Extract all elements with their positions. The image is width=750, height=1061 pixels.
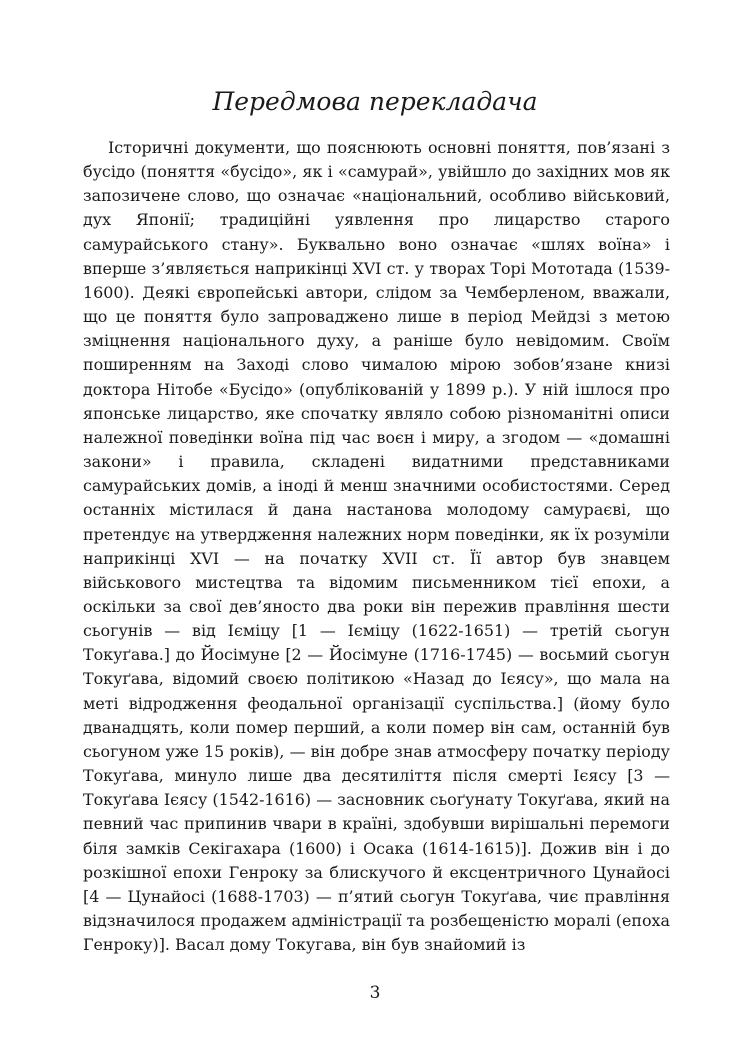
page-number: 3: [369, 983, 381, 1003]
page-title: Передмова перекладача: [212, 87, 538, 116]
body-paragraph: Історичні документи, що пояснюють основні поняття, пов’язані з бусідо (поняття «бусідо», як і «самурай», увійшло до західних мов як запозичене слово, що означає «національний, особливо військовий, дух Японії; традиційні уявлення про лицарство старого самурайського стану». Буквально воно означає «шлях воїна» і вперше з’являється наприкінці XVI ст. у творах Торі Мототада (1539-1600). Деякі європейські автори, слідом за Чемберленом, вважали, що це поняття було запроваджено лише в період Мейдзі з метою зміцнення національного духу, а раніше було невідомим. Своїм поширенням на Заході слово чималою мірою зобов’язане книзі доктора Нітобе «Бусідо» (опублікованій у 1899 р.). У ній ішлося про японське лицарство, яке спочатку являло собою різноманітні описи належної поведінки воїна під час воєн і миру, а згодом — «домашні закони» і правила, складені видатними представниками самурайських домів, а іноді й менш значними особистостями. Серед останніх містилася й дана настанова молодому самураєві, що претендує на утвердження належних норм поведінки, як їх розуміли наприкінці XVI — на початку XVII ст. Її автор був знавцем військового мистецтва та відомим письменником тієї епохи, а оскільки за свої дев’яносто два роки він пережив правління шести сьогунів — від Ієміцу [1 — Ієміцу (1622-1651) — третій сьогун Токуґава.] до Йосімуне [2 — Йосімуне (1716-1745) — восьмий сьогун Токуґава, відомий своєю політикою «Назад до Ієясу», що мала на меті відродження феодальної організації суспільства.] (йому було дванадцять, коли помер перший, а коли помер він сам, останній був сьогуном уже 15 років), — він добре знав атмосферу початку періоду Токуґава, минуло лише два десятиліття після смерті Ієясу [3 — Токуґава Ієясу (1542-1616) — засновник сьоґунату Токуґава, який на певний час припинив чвари в країні, здобувши вирішальні перемоги біля замків Секігахара (1600) і Осака (1614-1615)]. Дожив він і до розкішної епохи Генроку за блискучого й ексцентричного Цунайосі [4 — Цунайосі (1688-1703) — п’ятий сьогун Токуґава, чиє правління відзначилося продажем адміністрації та розбещеністю моралі (епоха Генроку)]. Васал дому Токугава, він був знайомий із: [83, 138, 670, 955]
